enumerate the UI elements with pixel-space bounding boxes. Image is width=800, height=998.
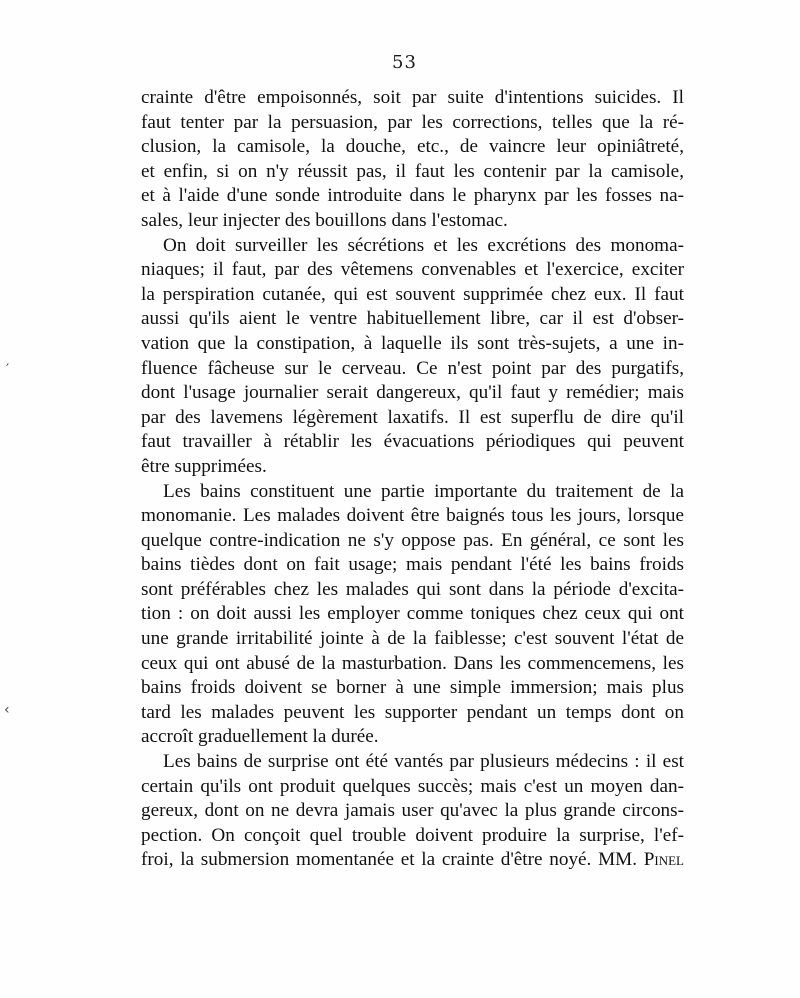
text-line: bains froids doivent se borner à une simple immersion; mais plus xyxy=(141,677,684,699)
text-line: fluence fâcheuse sur le cerveau. Ce n'est point par des purgatifs, xyxy=(141,357,684,379)
text-line: Les bains constituent une partie importante du traitement de la xyxy=(163,480,684,502)
text-line: dont l'usage journalier serait dangereux, qu'il faut y remédier; mais xyxy=(141,382,684,404)
text-line: crainte d'être empoisonnés, soit par suite d'intentions suicides. Il xyxy=(141,87,684,108)
author-name: Pinel xyxy=(643,849,684,871)
text-line: faut tenter par la persuasion, par les corrections, telles que la ré- xyxy=(141,111,684,133)
text-line: tard les malades peuvent les supporter pendant un temps dont on xyxy=(141,701,684,723)
text-line: tion : on doit aussi les employer comme toniques chez ceux qui ont xyxy=(141,603,684,625)
paragraph-1 xyxy=(141,86,684,234)
text-line: pection. On conçoit quel trouble doivent produire la surprise, l'ef- xyxy=(141,824,684,846)
text-line: certain qu'ils ont produit quelques succès; mais c'est un moyen dan- xyxy=(141,775,684,797)
text-line: la perspiration cutanée, qui est souvent supprimée chez eux. Il faut xyxy=(141,283,684,305)
text-line-final xyxy=(141,848,684,873)
text-line: On doit surveiller les sécrétions et les excrétions des monoma- xyxy=(163,234,684,256)
text-line: et à l'aide d'une sonde introduite dans le pharynx par les fosses na- xyxy=(141,185,684,207)
text-line: par des lavemens légèrement laxatifs. Il est superflu de dire qu'il xyxy=(141,406,684,428)
text-line: sont préférables chez les malades qui sont dans la période d'excita- xyxy=(141,578,684,600)
text-line: sales, leur injecter des bouillons dans l'estomac. xyxy=(141,209,508,231)
text-line: une grande irritabilité jointe à de la faiblesse; c'est souvent l'état de xyxy=(141,628,684,650)
page-number: 53 xyxy=(392,52,417,73)
paragraph-4 xyxy=(141,750,684,873)
text-line: faut travailler à rétablir les évacuations périodiques qui peuvent xyxy=(141,431,684,453)
text-line: ceux qui ont abusé de la masturbation. Dans les commencemens, les xyxy=(141,652,684,674)
margin-speck: ‹ xyxy=(4,702,10,718)
margin-speck: ′ xyxy=(6,362,10,378)
text-line: être supprimées. xyxy=(141,455,267,477)
text-line: bains tièdes dont on fait usage; mais pendant l'été les bains froids xyxy=(141,554,684,576)
text-line: Les bains de surprise ont été vantés par plusieurs médecins : il est xyxy=(163,751,684,773)
text-line: niaques; il faut, par des vêtemens convenables et l'exercice, exciter xyxy=(141,259,684,281)
paragraph-3 xyxy=(141,480,684,751)
text-line: gereux, dont on ne devra jamais user qu'avec la plus grande circons- xyxy=(141,800,684,822)
paragraph-2 xyxy=(141,234,684,480)
text-line: aussi qu'ils aient le ventre habituellement libre, car il est d'obser- xyxy=(141,308,684,330)
text-line: accroît graduellement la durée. xyxy=(141,726,379,748)
text-line: et enfin, si on n'y réussit pas, il faut les contenir par la camisole, xyxy=(141,160,684,182)
text-line: vation que la constipation, à laquelle ils sont très-sujets, a une in- xyxy=(141,332,684,354)
text-line: clusion, la camisole, la douche, etc., de vaincre leur opiniâtreté, xyxy=(141,136,684,158)
body-text xyxy=(141,86,684,873)
text-line-lead: froi, la submersion momentanée et la crainte d'être noyé. MM. xyxy=(141,849,644,871)
text-line: quelque contre-indication ne s'y oppose pas. En général, ce sont les xyxy=(141,529,684,551)
text-line: monomanie. Les malades doivent être baignés tous les jours, lorsque xyxy=(141,505,684,527)
